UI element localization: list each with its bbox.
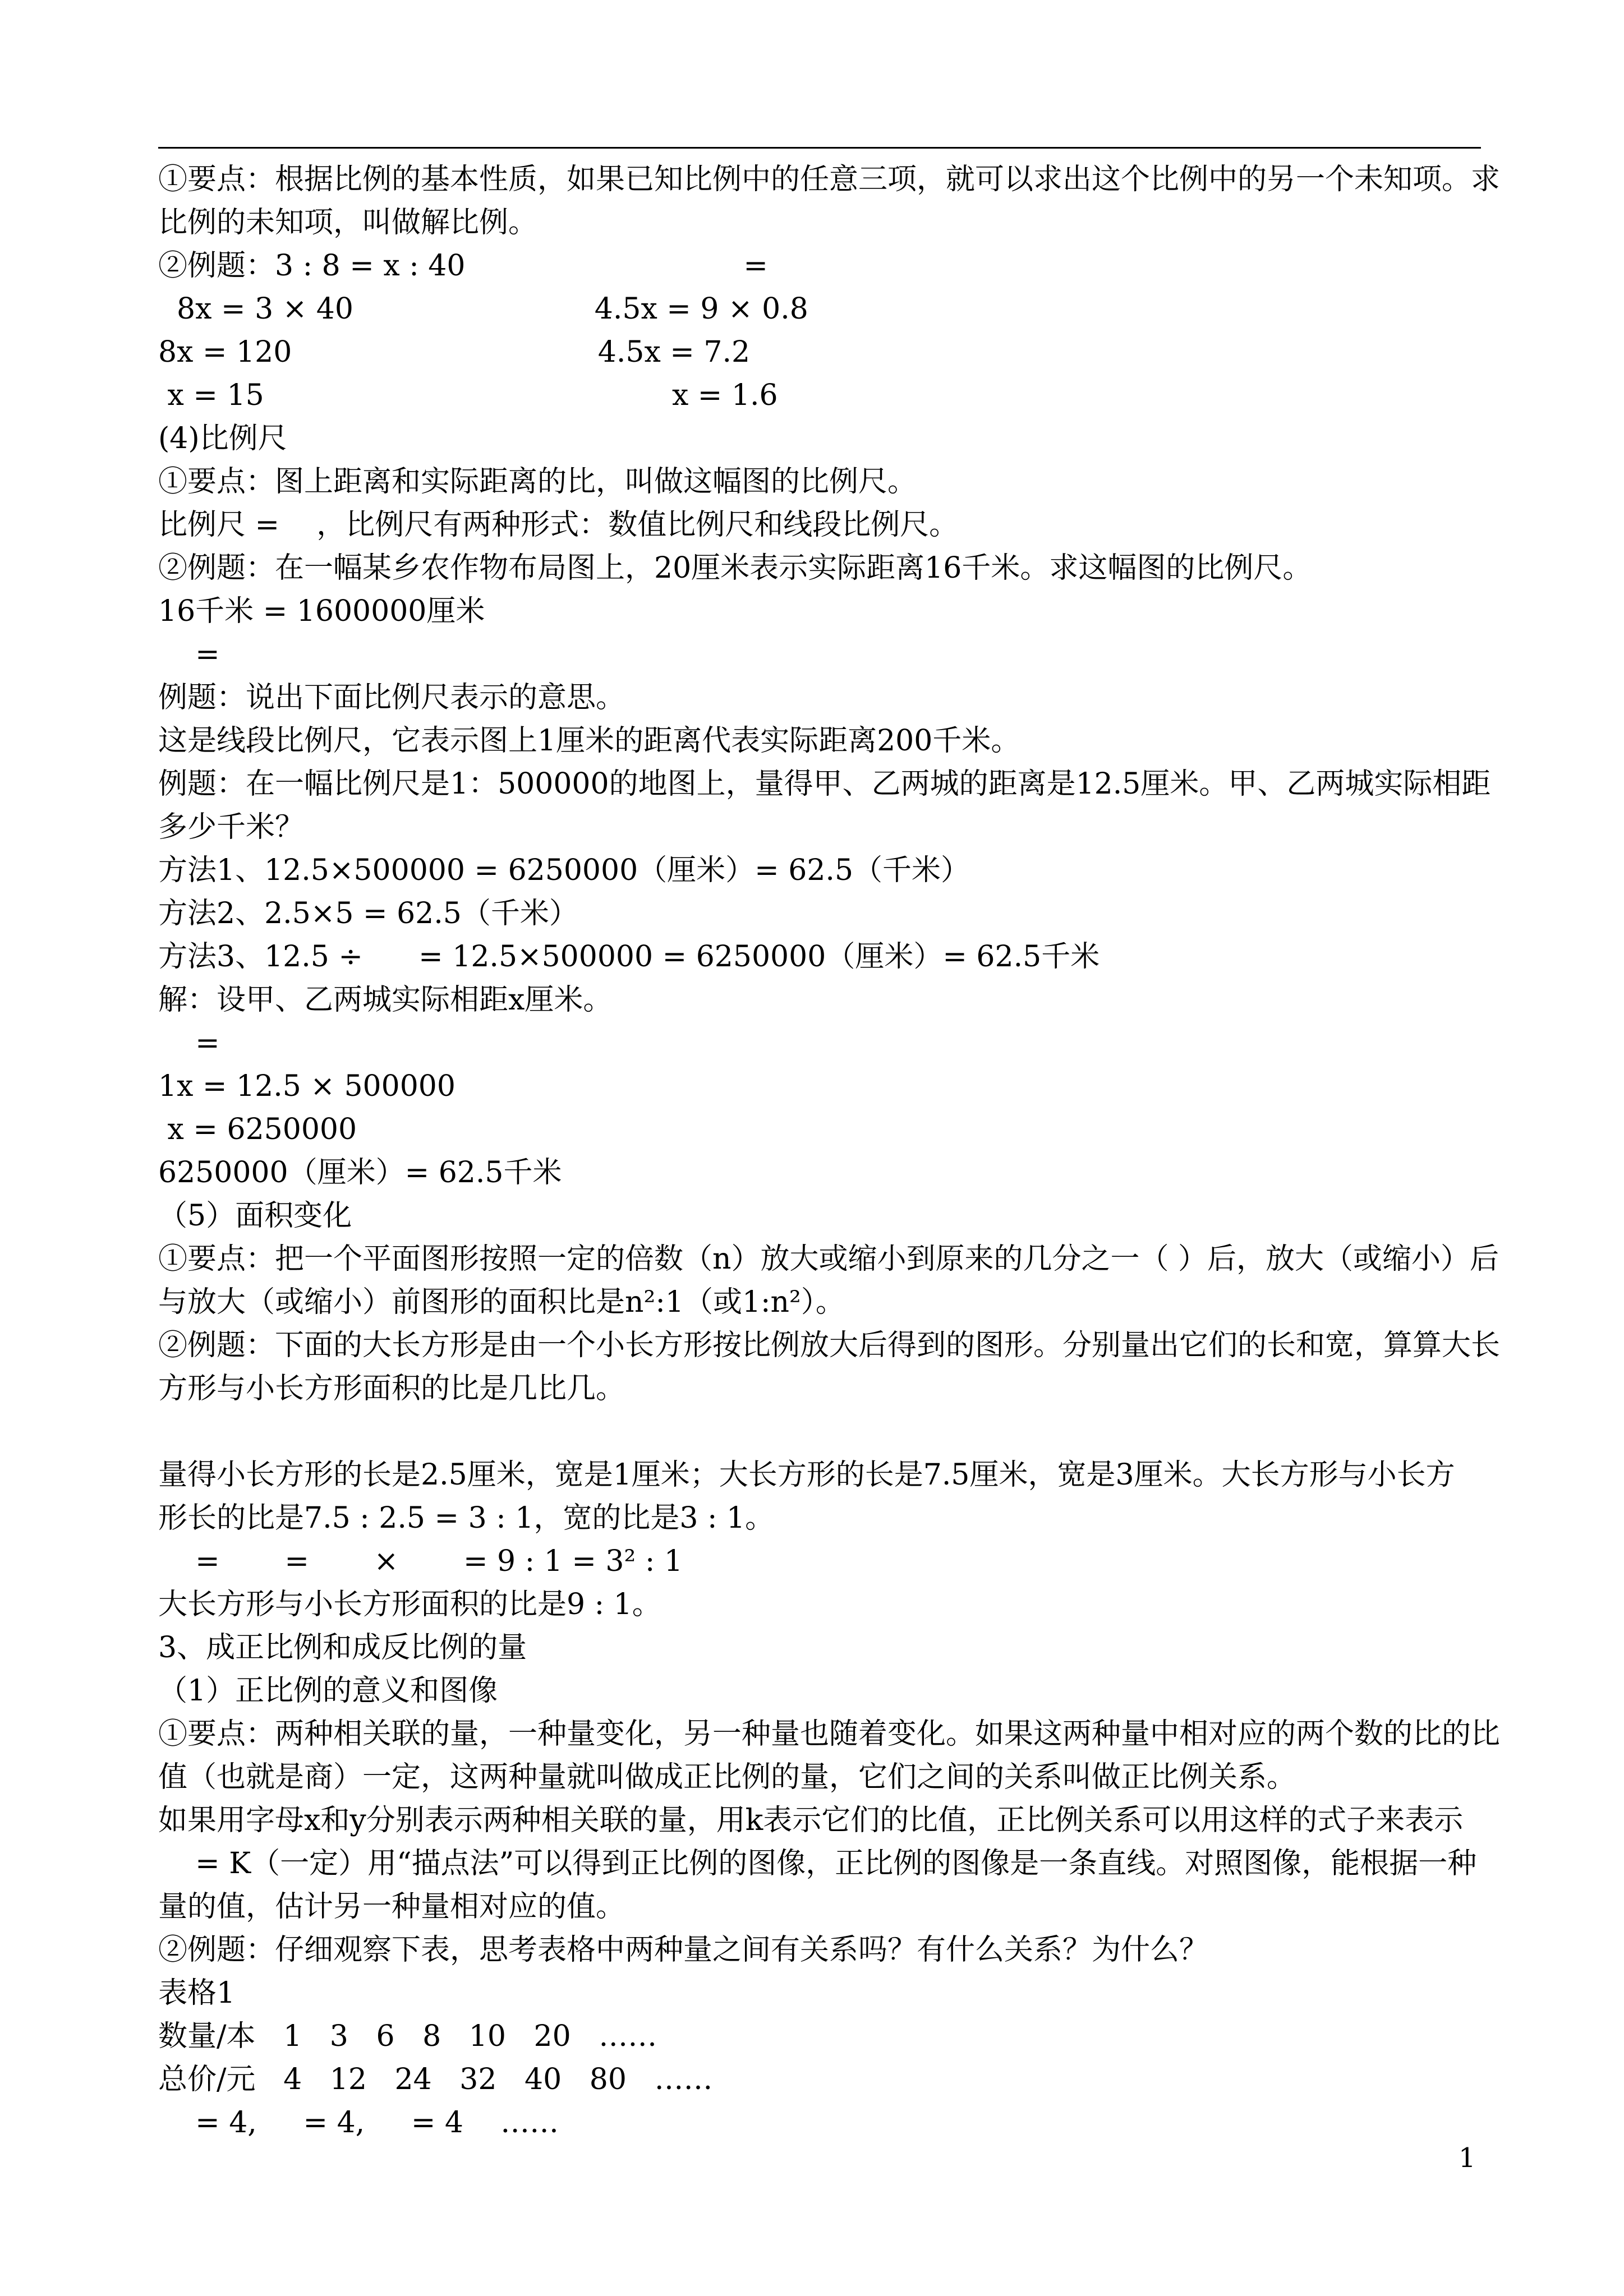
text-line: 量的值，估计另一种量相对应的值。: [158, 1890, 625, 1924]
text-line: 16千米 = 1600000厘米: [158, 594, 485, 628]
text-line: ①要点：两种相关联的量，一种量变化，另一种量也随着变化。如果这两种量中相对应的两个数的比的比: [158, 1717, 1501, 1751]
section-heading: （5）面积变化: [158, 1199, 352, 1233]
text-line: 方形与小长方形面积的比是几比几。: [158, 1372, 625, 1405]
section-heading: (4)比例尺: [158, 422, 287, 455]
text-line: =: [158, 638, 220, 671]
text-line: 量得小长方形的长是2.5厘米，宽是1厘米；大长方形的长是7.5厘米，宽是3厘米。大长方形与小长方: [158, 1458, 1455, 1492]
text-line: 例题：在一幅比例尺是1：500000的地图上，量得甲、乙两城的距离是12.5厘米。甲、乙两城实际相距: [158, 767, 1491, 801]
text-line: 与放大（或缩小）前图形的面积比是n²:1（或1:n²）。: [158, 1285, 845, 1319]
document-body: [158, 158, 1505, 2145]
text-line: 多少千米？: [158, 810, 305, 844]
text-line: =: [158, 1026, 220, 1060]
text-line: ②例题：仔细观察下表，思考表格中两种量之间有关系吗？有什么关系？为什么？: [158, 1933, 1209, 1967]
text-line: ①要点：把一个平面图形按照一定的倍数（n）放大或缩小到原来的几分之一（ ）后，放大（或缩小）后: [158, 1242, 1499, 1276]
text-line: ①要点：图上距离和实际距离的比，叫做这幅图的比例尺。: [158, 465, 917, 499]
text-line: 比例尺 = ，比例尺有两种形式：数值比例尺和线段比例尺。: [158, 508, 959, 542]
text-line: 如果用字母x和y分别表示两种相关联的量，用k表示它们的比值，正比例关系可以用这样的式子来表示: [158, 1804, 1464, 1837]
text-line: 8x = 3 × 40 4.5x = 9 × 0.8: [158, 292, 808, 326]
blank-line: [158, 1410, 1505, 1454]
header-rule: [158, 147, 1481, 149]
text-line: 大长方形与小长方形面积的比是9 : 1。: [158, 1588, 661, 1621]
text-line: 形长的比是7.5 : 2.5 = 3 : 1，宽的比是3 : 1。: [158, 1501, 775, 1535]
text-line: ②例题：下面的大长方形是由一个小长方形按比例放大后得到的图形。分别量出它们的长和宽，算算大长: [158, 1329, 1501, 1362]
text-line: 6250000（厘米）= 62.5千米: [158, 1156, 562, 1190]
text-line: = = × = 9 : 1 = 3² : 1: [158, 1545, 683, 1578]
text-line: 1x = 12.5 × 500000: [158, 1069, 456, 1103]
text-line: 8x = 120 4.5x = 7.2: [158, 335, 751, 369]
text-line: 例题：说出下面比例尺表示的意思。: [158, 681, 625, 714]
section-heading: 3、成正比例和成反比例的量: [158, 1631, 527, 1665]
text-line: 比例的未知项，叫做解比例。: [158, 206, 538, 239]
text-line: 方法3、12.5 ÷ = 12.5×500000 = 6250000（厘米）= 62.5千米: [158, 940, 1100, 974]
text-line: 解：设甲、乙两城实际相距x厘米。: [158, 983, 613, 1017]
text-line: ②例题：在一幅某乡农作物布局图上，20厘米表示实际距离16千米。求这幅图的比例尺。: [158, 551, 1312, 585]
text-line: 值（也就是商）一定，这两种量就叫做成正比例的量，它们之间的关系叫做正比例关系。: [158, 1760, 1296, 1794]
text-line: x = 15 x = 1.6: [158, 379, 778, 412]
table-row: 总价/元 4 12 24 32 40 80 ……: [158, 2063, 713, 2096]
text-line: = K（一定）用“描点法”可以得到正比例的图像，正比例的图像是一条直线。对照图像，能根据一种: [158, 1847, 1477, 1880]
table-caption: 表格1: [158, 1976, 236, 2010]
page-number: 1: [1459, 2142, 1476, 2174]
text-line: 这是线段比例尺，它表示图上1厘米的距离代表实际距离200千米。: [158, 724, 1020, 758]
text-line: ②例题：3 : 8 = x : 40 =: [158, 249, 768, 283]
text-line: 方法2、2.5×5 = 62.5（千米）: [158, 897, 578, 930]
text-line: = 4, = 4, = 4 ……: [158, 2106, 559, 2140]
text-line: x = 6250000: [158, 1113, 357, 1146]
text-line: ①要点：根据比例的基本性质，如果已知比例中的任意三项，就可以求出这个比例中的另一个未知项。求: [158, 163, 1501, 196]
text-line: 方法1、12.5×500000 = 6250000（厘米）= 62.5（千米）: [158, 854, 970, 887]
section-heading: （1）正比例的意义和图像: [158, 1674, 498, 1708]
table-row: 数量/本 1 3 6 8 10 20 ……: [158, 2020, 657, 2053]
